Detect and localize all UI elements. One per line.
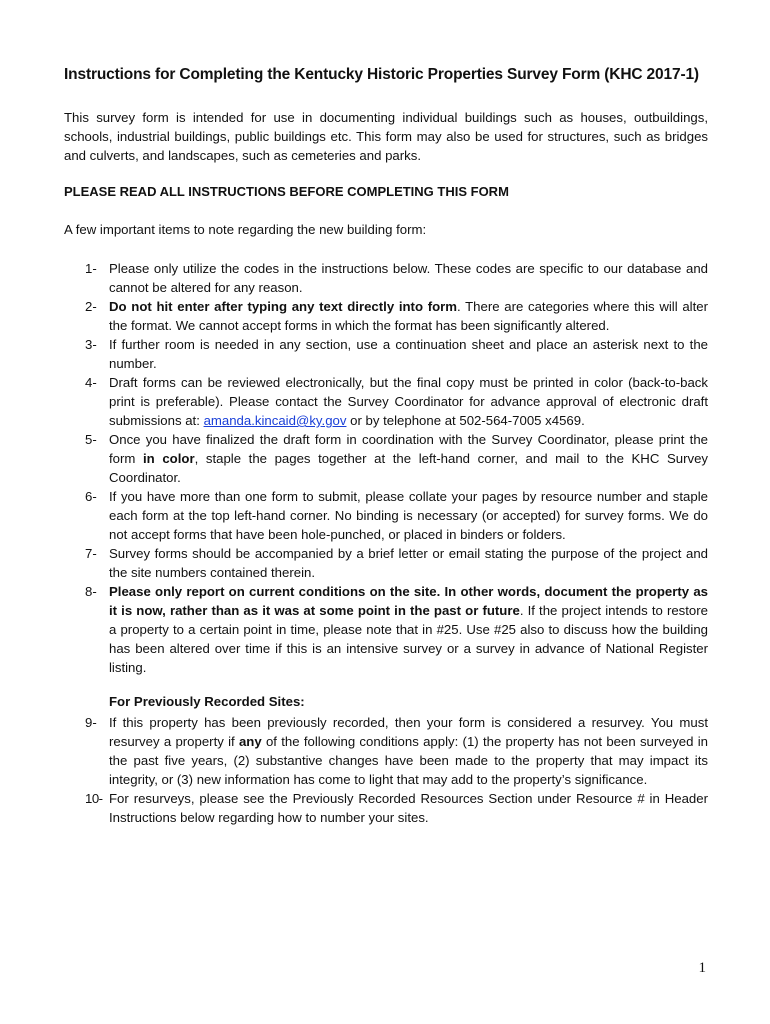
- item-text: Please only utilize the codes in the instructions below. These codes are specific to our database and cannot be altered for any reason.: [109, 261, 708, 295]
- item-text: If you have more than one form to submit, please collate your pages by resource number and staple each form at the top left-hand corner. No binding is necessary (or accepted) for survey forms. We do not accept forms that have been hole-punched, or placed in binders or folders.: [109, 489, 708, 542]
- list-item: [64, 582, 708, 677]
- item-text: If this property has been previously recorded, then your form is considered a resurvey. You must resurvey a property if: [109, 715, 708, 749]
- item-number: 10-: [85, 791, 103, 806]
- page-number: 1: [698, 960, 706, 976]
- item-text: Once you have finalized the draft form in coordination with the Survey Coordinator, please print the form: [109, 432, 708, 466]
- item-text: , staple the pages together at the left-hand corner, and mail to the KHC Survey Coordinator.: [109, 451, 709, 485]
- list-item: [64, 297, 708, 335]
- list-item: [64, 335, 708, 373]
- item-text: Draft forms can be reviewed electronically, but the final copy must be printed in color (back-to-back print is preferable). Please contact the Survey Coordinator for advance approval of electronic draft submissions at:: [109, 375, 708, 428]
- item-number: 3-: [85, 337, 97, 352]
- item-text: . There are categories where this will alter the format. We cannot accept forms in which the format has been significantly altered.: [109, 299, 708, 333]
- item-number: 6-: [85, 489, 97, 504]
- item-bold-text: in color: [143, 451, 195, 466]
- item-bold-text: Do not hit enter after typing any text directly into form: [109, 299, 457, 314]
- item-text: If further room is needed in any section, use a continuation sheet and place an asterisk next to the number.: [109, 337, 708, 371]
- item-text: For resurveys, please see the Previously Recorded Resources Section under Resource # in Header Instructions below regarding how to number your sites.: [109, 791, 708, 825]
- list-item: [64, 487, 708, 544]
- list-item: [64, 789, 708, 827]
- list-item: [64, 259, 708, 297]
- item-number: 4-: [85, 375, 97, 390]
- item-number: 8-: [85, 584, 97, 599]
- item-number: 7-: [85, 546, 97, 561]
- item-number: 1-: [85, 261, 97, 276]
- item-number: 2-: [85, 299, 97, 314]
- item-bold-text: Please only report on current conditions on the site. In other words, document the property as it is now, rather than as it was at some point in the past or future: [109, 584, 708, 618]
- list-item: [64, 373, 708, 430]
- item-text: Survey forms should be accompanied by a brief letter or email stating the purpose of the project and the site numbers contained therein.: [109, 546, 708, 580]
- read-all-notice: PLEASE READ ALL INSTRUCTIONS BEFORE COMPLETING THIS FORM: [64, 184, 509, 199]
- item-bold-text: any: [238, 734, 262, 749]
- email-link[interactable]: amanda.kincaid@ky.gov: [203, 413, 347, 428]
- list-item: [64, 713, 708, 789]
- item-number: 9-: [85, 715, 97, 730]
- item-text: . If the project intends to restore a property to a certain point in time, please note that in #25. Use #25 also to discuss how the building has been altered over time if this is an intensive survey or a survey in advance of National Register listing.: [109, 603, 708, 675]
- previously-recorded-heading: For Previously Recorded Sites:: [109, 694, 305, 709]
- item-number: 5-: [85, 432, 97, 447]
- page-title: Instructions for Completing the Kentucky Historic Properties Survey Form (KHC 2017-1): [64, 66, 699, 83]
- list-item: [64, 544, 708, 582]
- instructions-list: [64, 259, 708, 677]
- item-text: or by telephone at 502-564-7005 x4569.: [346, 413, 585, 428]
- resurvey-list: [64, 713, 708, 827]
- item-text: of the following conditions apply: (1) the property has not been surveyed in the past five years, (2) substantive changes have been made to the property that may impact its integrity, or (3) new information has come to light that may add to the property’s significance.: [109, 734, 708, 787]
- items-intro: A few important items to note regarding the new building form:: [64, 222, 427, 237]
- intro-paragraph: This survey form is intended for use in documenting individual buildings such as houses, outbuildings, schools, industrial buildings, public buildings etc. This form may also be used for structures, such as bridges and culverts, and landscapes, such as cemeteries and parks.: [64, 110, 708, 163]
- list-item: [64, 430, 708, 487]
